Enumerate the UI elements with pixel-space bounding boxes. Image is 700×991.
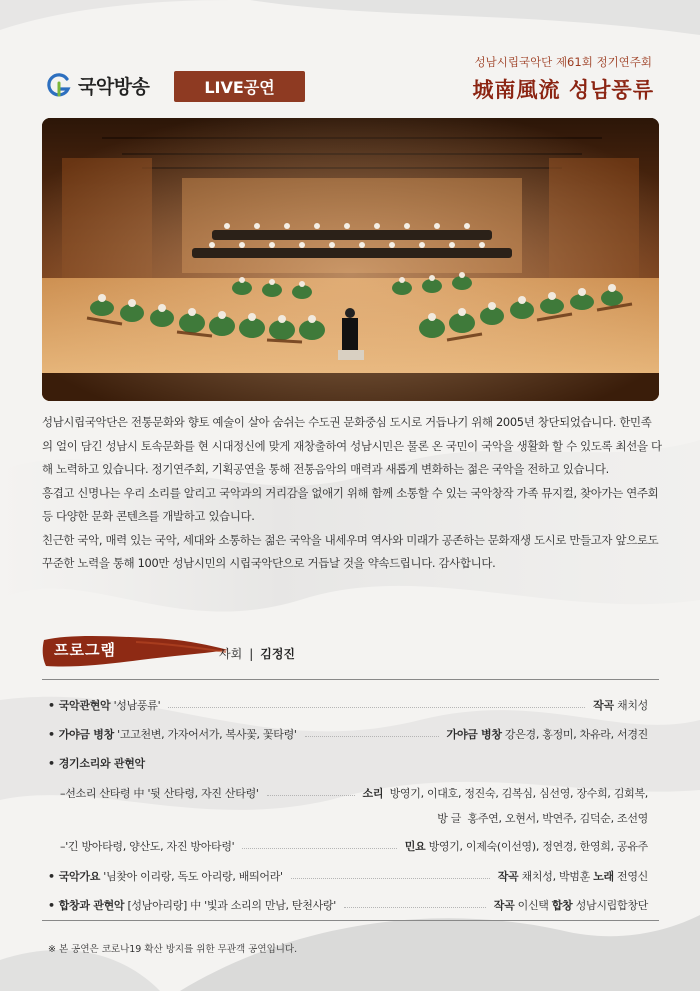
program-role: 민요 — [404, 840, 426, 853]
program-row — [48, 755, 648, 771]
program-divider-top — [42, 679, 659, 680]
program-title: 국악관현악 — [58, 699, 111, 712]
footnote: ※ 본 공연은 코로나19 확산 방지를 위한 무관객 공연입니다. — [48, 944, 298, 955]
program-people: 강은경, 홍정미, 차유라, 서경진 — [504, 728, 648, 741]
program-label: 프로그램 — [54, 641, 116, 659]
dotted-leader — [168, 707, 585, 708]
bullet-icon: • — [48, 728, 55, 741]
program-sub-row — [60, 785, 648, 801]
logo-text: 국악방송 — [78, 76, 150, 98]
program-row — [48, 897, 648, 913]
program-sub-row — [60, 810, 648, 826]
program-piece: –선소리 산타령 中 '뒷 산타령, 자진 산타령' — [60, 787, 259, 800]
bullet-icon: • — [48, 757, 55, 770]
program-header — [40, 630, 230, 674]
program-sub-row — [60, 838, 648, 854]
gugak-broadcast-logo-icon — [46, 73, 72, 99]
program-title: 경기소리와 관현악 — [58, 757, 145, 770]
program-divider-bottom — [42, 920, 659, 921]
bullet-icon: • — [48, 699, 55, 712]
program-people: 채치성 — [617, 699, 648, 712]
intro-paragraph: 흥겹고 신명나는 우리 소리를 알리고 국악과의 거리감을 없애기 위해 함께 소통할 수 있는 국악창작 가족 뮤지컬, 찾아가는 연주회 등 다양한 문화 콘텐츠를 개발하고 있습니다. — [42, 485, 659, 523]
orchestra-stage-photo — [42, 118, 659, 401]
intro-text — [42, 411, 662, 576]
program-role-2: 노래 — [593, 870, 614, 883]
program-role-2: 합창 — [551, 899, 573, 912]
host-label: 사회 — [219, 647, 243, 661]
program-people-2: 성남시립합창단 — [575, 899, 648, 912]
program-role: 소리 — [362, 787, 384, 800]
dotted-leader — [267, 795, 355, 796]
program-people-2: 전영신 — [617, 870, 648, 883]
bullet-icon: • — [48, 870, 55, 883]
host-separator: | — [249, 647, 254, 661]
program-people: 채치성, 박범훈 — [521, 870, 590, 883]
program-piece: [성남아리랑] 中 '빛과 소리의 만남, 탄천사랑' — [127, 899, 336, 912]
stage-illustration — [42, 118, 659, 401]
dotted-leader — [242, 848, 396, 849]
concert-title: 城南風流 성남풍류 — [472, 77, 654, 102]
program-piece: '고고천변, 가자어서가, 복사꽃, 꽃타령' — [117, 728, 297, 741]
dotted-leader — [305, 736, 439, 737]
program-piece: '님찾아 이리랑, 독도 아리랑, 배띄어라' — [103, 870, 283, 883]
host-info — [219, 645, 295, 662]
intro-paragraph: 성남시립국악단은 전통문화와 향토 예술이 살아 숨쉬는 수도권 문화중심 도시로 거듭나기 위해 2005년 창단되었습니다. 한민족의 얼이 담긴 성남시 토속문화를 현 시대정신에 맞게 재창출하여 성남시민은 물론 온 국민이 국악을 생활화 할 수 있도록 최선을 다해 노력하고 있습니다. 정기연주회, 기획공연을 통해 전통음악의 매력과 새롭게 변화하는 젊은 국악을 전하고 있습니다. — [42, 415, 662, 476]
concert-subtitle: 성남시립국악단 제61회 정기연주회 — [474, 55, 652, 69]
program-people: 방영기, 이제숙(이선영), 정연경, 한영희, 공유주 — [428, 840, 648, 853]
program-title: 가야금 병창 — [58, 728, 114, 741]
dotted-leader — [291, 878, 490, 879]
dotted-leader — [344, 907, 486, 908]
program-role: 작곡 — [497, 870, 519, 883]
program-role: 작곡 — [593, 699, 614, 712]
program-people: 방영기, 이대호, 정진숙, 김복심, 심선영, 장수희, 김회복, — [389, 787, 648, 800]
program-role: 작곡 — [493, 899, 515, 912]
program-title: 합창과 관현악 — [58, 899, 125, 912]
gugak-broadcast-logo — [46, 72, 149, 99]
program-title: 국악가요 — [58, 870, 101, 883]
program-row — [48, 726, 648, 742]
program-row — [48, 868, 648, 884]
program-role: 가야금 병창 — [446, 728, 502, 741]
program-piece: –'긴 방아타령, 양산도, 자진 방아타령' — [60, 840, 235, 853]
host-name: 김정진 — [260, 647, 296, 661]
program-row — [48, 697, 648, 713]
program-role: 방 글 — [437, 812, 462, 825]
program-people: 홍주연, 오현서, 박연주, 김덕순, 조선영 — [467, 812, 648, 825]
intro-paragraph: 친근한 국악, 매력 있는 국악, 세대와 소통하는 젊은 국악을 내세우며 역사와 미래가 공존하는 문화재생 도시로 만들고자 앞으로도 꾸준한 노력을 통해 100만 성남시민의 시립국악단으로 거듭날 것을 약속드립니다. 감사합니다. — [42, 532, 659, 570]
bullet-icon: • — [48, 899, 55, 912]
program-people: 이신택 — [517, 899, 549, 912]
program-piece: '성남풍류' — [113, 699, 161, 712]
live-badge: LIVE공연 — [174, 71, 305, 102]
